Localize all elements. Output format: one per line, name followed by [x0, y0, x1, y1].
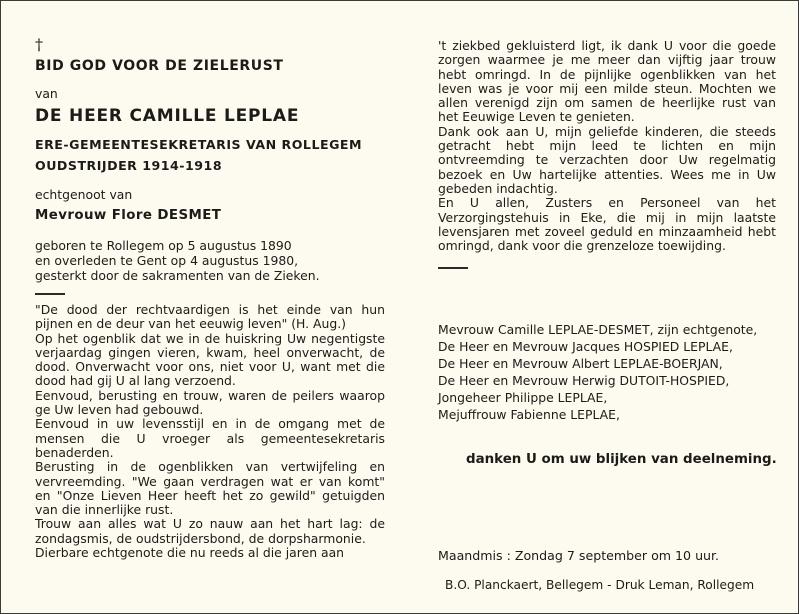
paragraph: Op het ogenblik dat we in de huiskring Uw negentigste verjaardag gingen vieren, kwam, heel onverwacht, de dood. Onverwacht voor ons, niet voor U, want met die dood had gij U al lang verzoend. [35, 330, 385, 389]
prayer-heading: BID GOD VOOR DE ZIELERUST [35, 58, 284, 74]
deceased-title: ERE-GEMEENTESEKRETARIS VAN ROLLEGEM [35, 137, 363, 152]
paragraph: Dank ook aan U, mijn geliefde kinderen, die steeds getracht hebt mijn leed te lichten en mijn ontvreemding te verzachten door Uw regelmatig bezoek en Uw hartelijke attenties. Wees me in Uw gebeden indachtig. [438, 123, 776, 196]
divider [35, 293, 65, 295]
paragraph: Trouw aan alles wat U zo nauw aan het hart lag: de zondagsmis, de oudstrijdersbond, de dorpsharmonie. [35, 516, 385, 546]
family-member: Mejuffrouw Fabienne LEPLAE, [438, 407, 620, 422]
paragraph: En U allen, Zusters en Personeel van het Verzorgingstehuis in Eke, die mij in mijn laatste levensjaren met zoveel geduld en minzaamheid hebt omringd, dank voor die grenzeloze toewijding. [438, 195, 776, 254]
mass-line: Maandmis : Zondag 7 september om 10 uur. [438, 548, 720, 563]
quote: "De dood der rechtvaardigen is het einde van hun pijnen en de deur van het eeuwig leven" (H. Aug.) [35, 302, 385, 332]
life-line: geboren te Rollegem op 5 augustus 1890 [35, 238, 292, 253]
family-member: De Heer en Mevrouw Albert LEPLAE-BOERJAN, [438, 356, 723, 371]
paragraph: Dierbare echtgenote die nu reeds al die jaren aan [35, 545, 345, 561]
van-label: van [35, 86, 58, 101]
family-member: De Heer en Mevrouw Jacques HOSPIED LEPLAE, [438, 339, 733, 354]
deceased-name: DE HEER CAMILLE LEPLAE [35, 106, 300, 126]
spouse-name: Mevrouw Flore DESMET [35, 208, 222, 223]
family-member: Jongeheer Philippe LEPLAE, [438, 390, 608, 405]
left-text-block [35, 303, 385, 560]
thanks-line: danken U om uw blijken van deelneming. [466, 452, 777, 467]
paragraph: Eenvoud in uw levensstijl en in de omgang met de mensen die U vroeger als gemeentesekretaris benaderden. [35, 416, 385, 460]
paragraph: Berusting in de ogenblikken van vertwijfeling en vervreemding. "We gaan verdragen wat er van komt" en "Onze Lieven Heer heeft het zo gewild" getuigden van die innerlijke rust. [35, 459, 385, 518]
deceased-veteran: OUDSTRIJDER 1914-1918 [35, 158, 223, 173]
spouse-intro: echtgenoot van [35, 187, 133, 202]
paragraph: 't ziekbed gekluisterd ligt, ik dank U voor die goede zorgen waarmee je me meer dan vijftig jaar trouw hebt omringd. In de pijnlijke ogenblikken van het leven was je voor mij een milde steun. Mochten we allen verenigd zijn om samen de heerlijke rust van het Eeuwige Leven te genieten. [438, 38, 776, 125]
life-line: en overleden te Gent op 4 augustus 1980, [35, 253, 299, 268]
family-member: Mevrouw Camille LEPLAE-DESMET, zijn echtgenote, [438, 322, 758, 337]
cross-icon: † [35, 35, 43, 54]
right-text-block [438, 39, 776, 253]
printer-line: B.O. Planckaert, Bellegem - Druk Leman, Rollegem [445, 578, 755, 592]
life-line: gesterkt door de sakramenten van de Zieken. [35, 268, 320, 283]
family-member: De Heer en Mevrouw Herwig DUTOIT-HOSPIED, [438, 373, 730, 388]
paragraph: Eenvoud, berusting en trouw, waren de peilers waarop ge Uw leven had gebouwd. [35, 387, 385, 418]
divider [438, 267, 468, 269]
